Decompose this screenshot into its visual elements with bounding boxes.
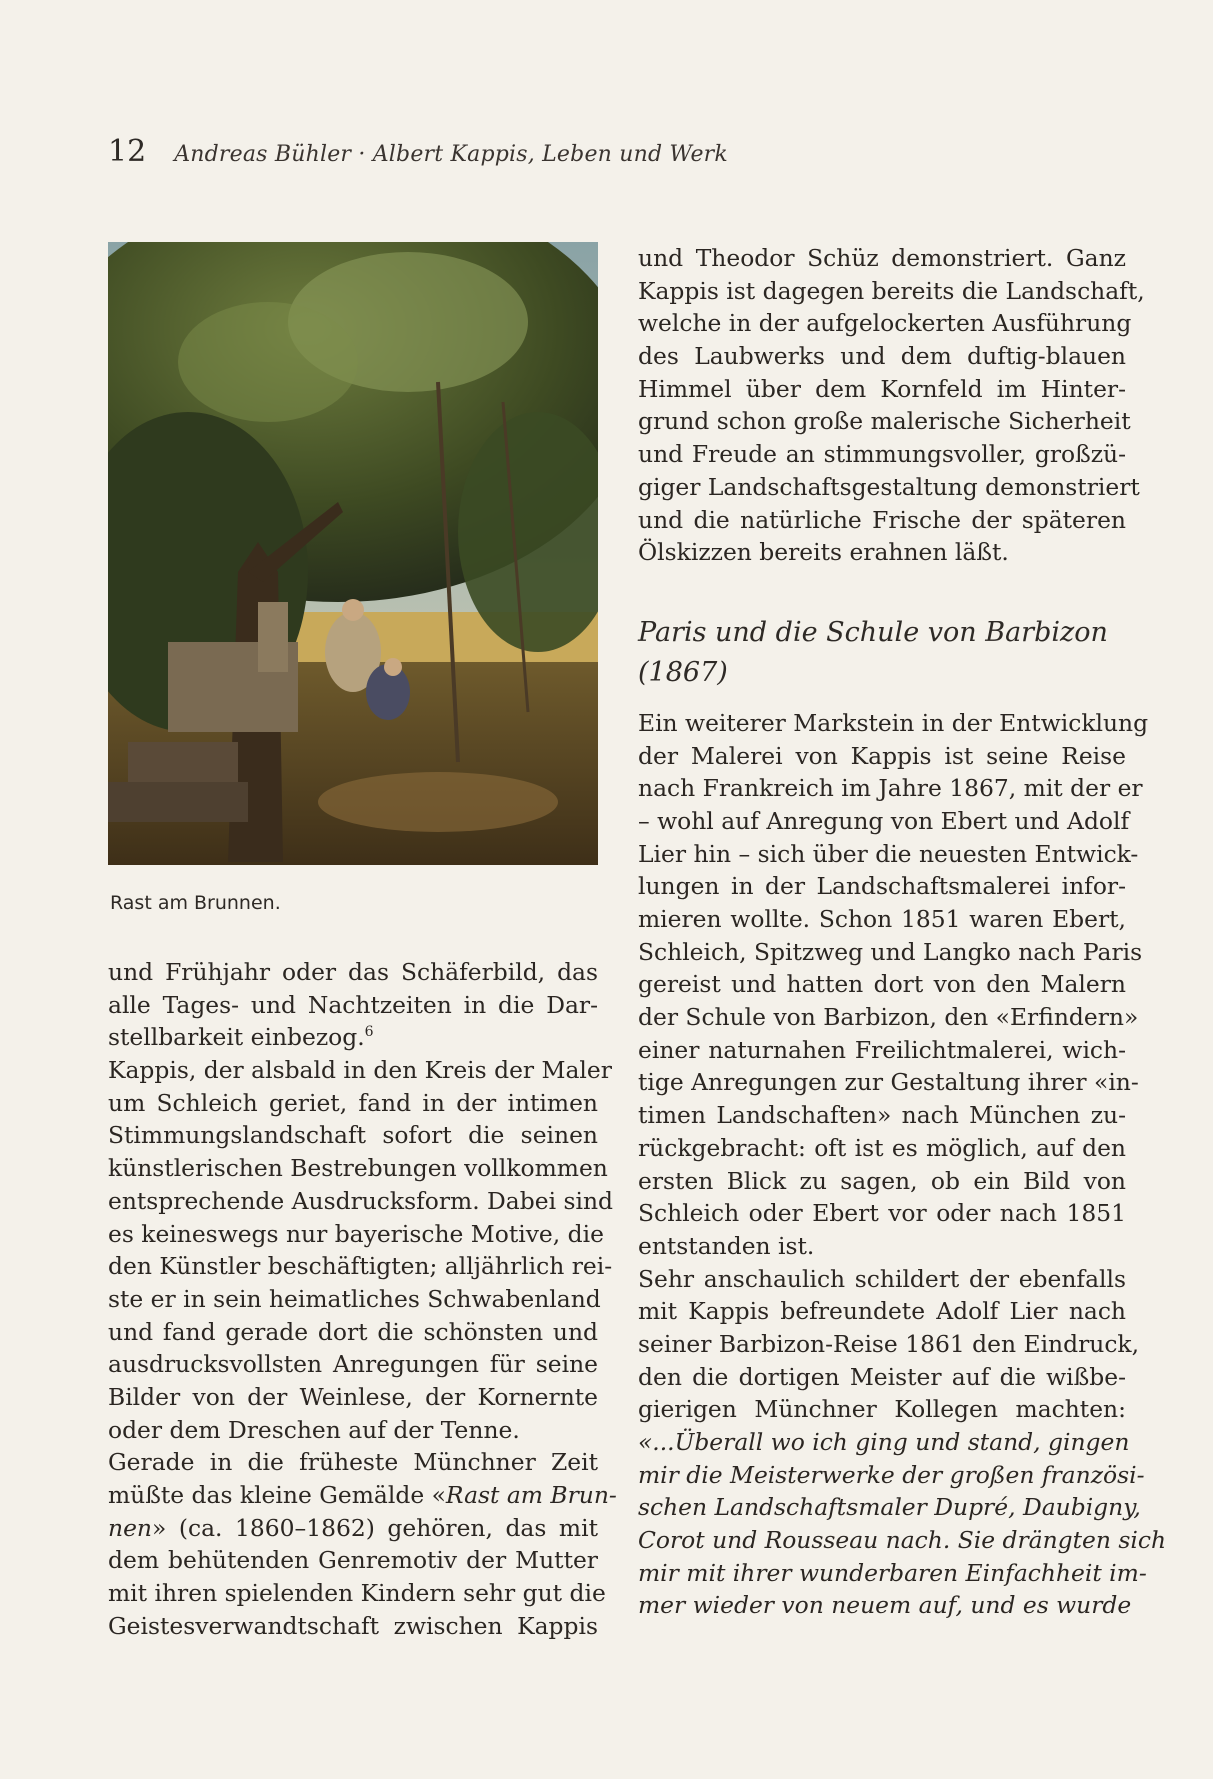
text-line: tige Anregungen zur Gestaltung ihrer «in- [638,1068,1139,1097]
painting-image [108,242,598,865]
text-line: entstanden ist. [638,1231,815,1260]
quote-line: Corot und Rousseau nach. Sie drängten sich [638,1526,1167,1555]
text-line: Gerade in die früheste Münchner Zeit [108,1448,598,1477]
text-line: dem behütenden Genremotiv der Mutter [108,1546,598,1575]
text-line: ste er in sein heimatliches Schwabenland [108,1284,601,1313]
text-line: alle Tages- und Nachtzeiten in die Dar- [108,990,598,1019]
text-line: einer naturnahen Freilichtmalerei, wich- [638,1035,1126,1064]
text-line: ersten Blick zu sagen, ob ein Bild von [638,1166,1126,1195]
text-line: grund schon große malerische Sicherheit [638,407,1131,436]
text-line: ausdrucksvollsten Anregungen für seine [108,1350,598,1379]
text-line: oder dem Dreschen auf der Tenne. [108,1415,520,1444]
text-line: Stimmungslandschaft sofort die seinen [108,1121,598,1150]
title-italic: Rast am Brun- [445,1481,617,1509]
figure-caption: Rast am Brunnen. [110,892,281,914]
text-line: des Laubwerks und dem duftig-blauen [638,342,1126,371]
text-line: nach Frankreich im Jahre 1867, mit der er [638,774,1143,803]
text-line: seiner Barbizon-Reise 1861 den Eindruck, [638,1329,1140,1358]
text-line: den Künstler beschäftigten; alljährlich rei- [108,1252,613,1281]
section-heading [638,613,1126,693]
text-line: und Freude an stimmungsvoller, großzü- [638,440,1126,469]
footnote-ref: 6 [364,1024,374,1041]
painting-illustration [108,242,598,865]
text-line: Ein weiterer Markstein in der Entwicklung [638,708,1149,737]
text-line: rückgebracht: oft ist es möglich, auf den [638,1133,1126,1162]
text-line: gierigen Münchner Kollegen machten: [638,1395,1126,1424]
page-header [108,134,728,169]
text-line: timen Landschaften» nach München zu- [638,1101,1126,1130]
text-line: Kappis, der alsbald in den Kreis der Maler [108,1056,612,1085]
title-italic: nen [108,1513,152,1542]
section-heading-line: Paris und die Schule von Barbizon [638,616,1108,648]
text-line: – wohl auf Anregung von Ebert und Adolf [638,806,1130,835]
text-line: Bilder von der Weinlese, der Kornernte [108,1382,598,1411]
text-line: Himmel über dem Kornfeld im Hinter- [638,374,1126,403]
text-line: welche in der aufgelockerten Ausführung [638,309,1132,338]
text-line: der Schule von Barbizon, den «Erfindern» [638,1003,1139,1032]
quote-line: schen Landschaftsmaler Dupré, Daubigny, [638,1493,1141,1522]
left-column [108,956,617,1642]
quote-line: «...Überall wo ich ging und stand, gingen [638,1428,1130,1456]
text-line: es keineswegs nur bayerische Motive, die [108,1219,604,1248]
text-line: den die dortigen Meister auf die wißbe- [638,1362,1126,1391]
text-line: mit Kappis befreundete Adolf Lier nach [638,1297,1126,1326]
text-line: künstlerischen Bestrebungen vollkommen [108,1154,608,1183]
text-line: lungen in der Landschaftsmalerei infor- [638,872,1126,901]
text-line: giger Landschaftsgestaltung demonstriert [638,472,1140,501]
text-line: Sehr anschaulich schildert der ebenfalls [638,1264,1126,1293]
text-line: entsprechende Ausdrucksform. Dabei sind [108,1186,614,1215]
text-line: stellbarkeit einbezog.$^6$ [108,1023,374,1052]
text-line: Lier hin – sich über die neuesten Entwick- [638,839,1139,868]
text-line: Schleich oder Ebert vor oder nach 1851 [638,1199,1126,1228]
quote-line: mer wieder von neuem auf, und es wurde [638,1591,1132,1620]
text-line: gereist und hatten dort von den Malern [638,970,1126,999]
text-line: und die natürliche Frische der späteren [638,505,1126,534]
page-number: 12 [108,134,147,169]
quote-line: mir mit ihrer wunderbaren Einfachheit im- [638,1558,1147,1587]
text-line: der Malerei von Kappis ist seine Reise [638,741,1126,770]
text-line: nen» (ca. 1860–1862) gehören, das mit [108,1513,598,1542]
text-line: mit ihren spielenden Kindern sehr gut die [108,1579,606,1608]
right-column [638,242,1167,1622]
section-heading-line: (1867) [638,656,728,688]
running-head: Andreas Bühler · Albert Kappis, Leben und Werk [174,142,728,167]
text-line: und Theodor Schüz demonstriert. Ganz [638,244,1126,272]
text-line: müßte das kleine Gemälde «Rast am Brun- [108,1481,617,1509]
quote-line: mir die Meisterwerke der großen französi- [638,1460,1145,1489]
text-line: Geistesverwandtschaft zwischen Kappis [108,1611,598,1640]
text-line: um Schleich geriet, fand in der intimen [108,1088,598,1117]
text-line: mieren wollte. Schon 1851 waren Ebert, [638,905,1126,933]
text-line: und Frühjahr oder das Schäferbild, das [108,958,598,986]
text-line: und fand gerade dort die schönsten und [108,1317,598,1346]
text-line: Kappis ist dagegen bereits die Landschaft, [638,276,1145,305]
text-line: Ölskizzen bereits erahnen läßt. [638,538,1009,567]
text-line: Schleich, Spitzweg und Langko nach Paris [638,937,1143,966]
